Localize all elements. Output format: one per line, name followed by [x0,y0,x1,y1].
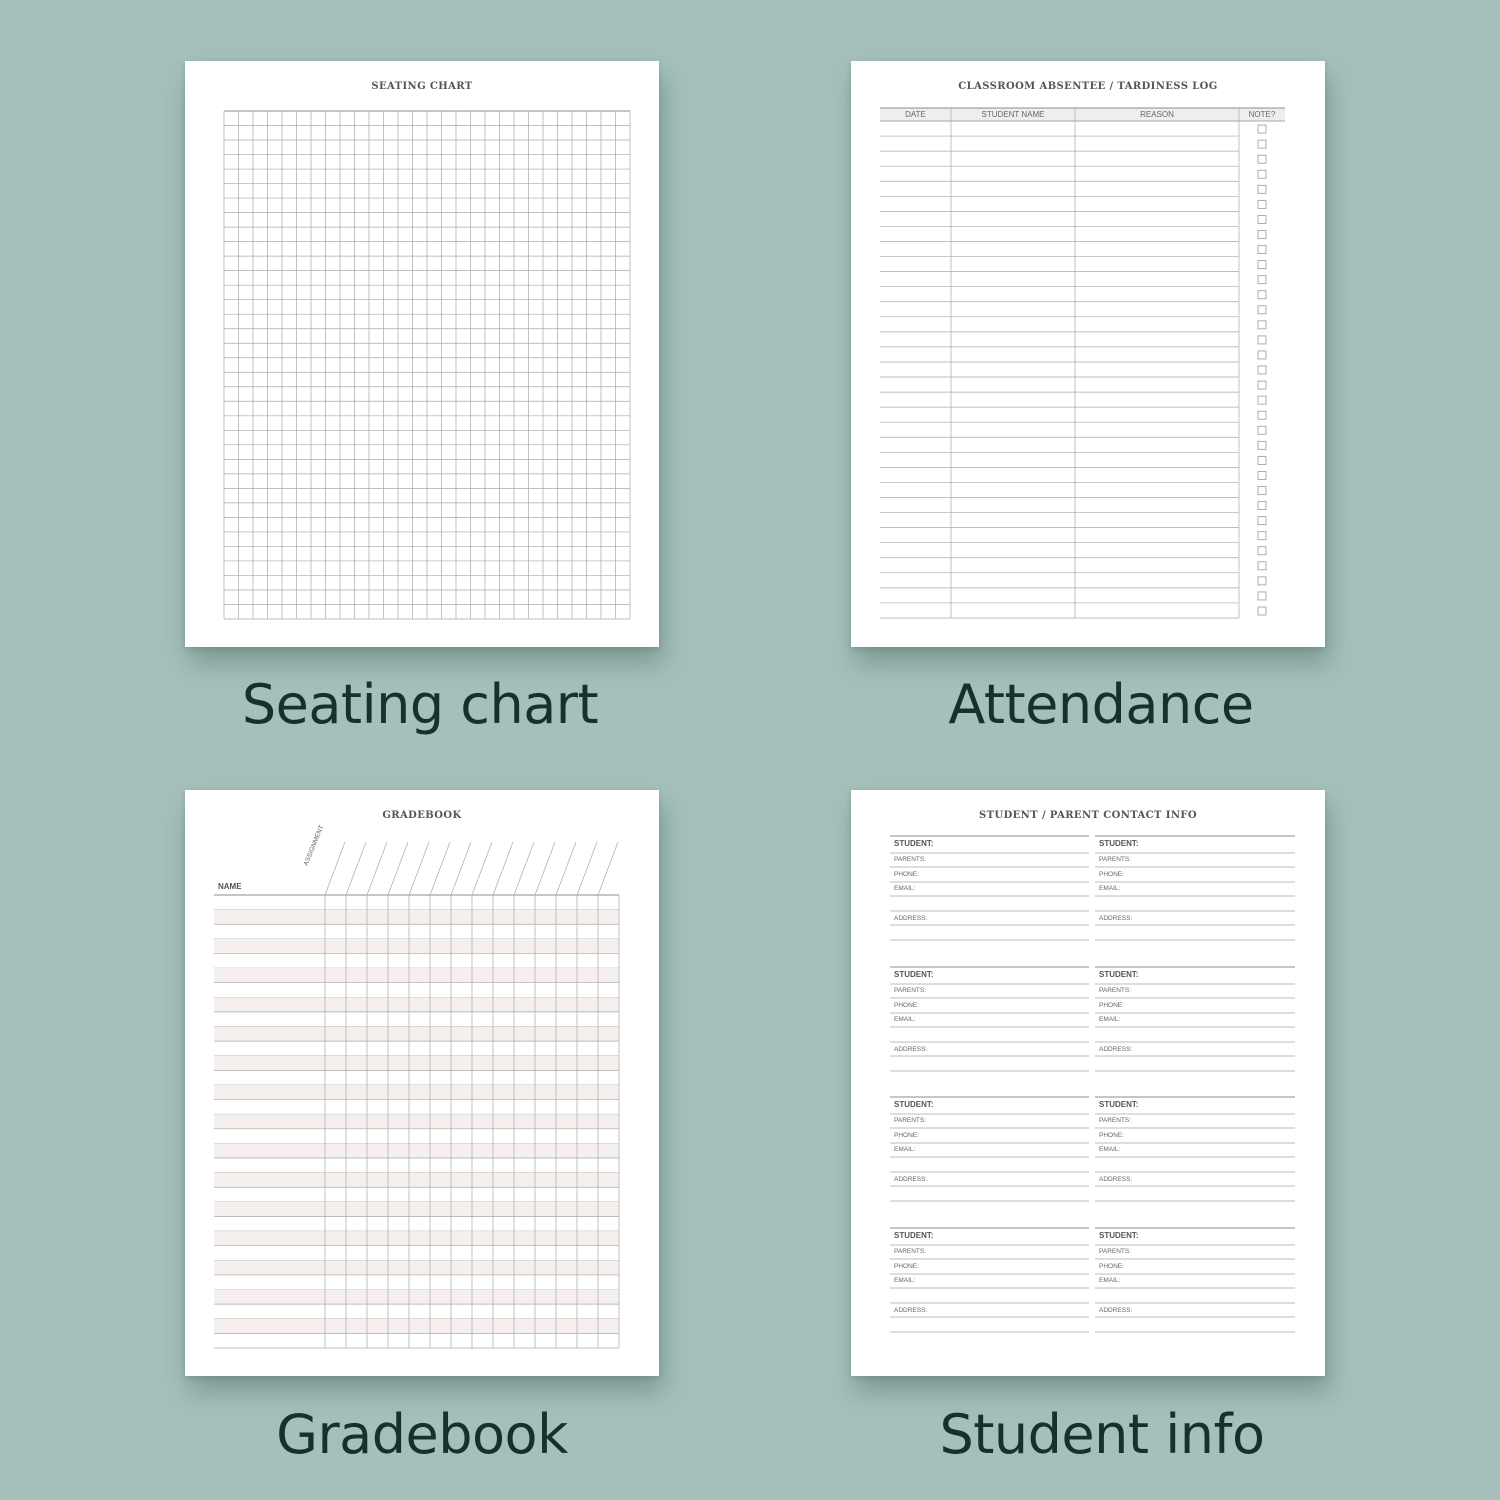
column-header-note: NOTE? [1248,110,1276,119]
grade-row-shade [214,1143,619,1158]
grade-row-shade [214,1085,619,1100]
note-checkbox [1258,487,1266,495]
grade-row-shade [214,968,619,983]
field-label-parents: PARENTS: [894,1248,927,1255]
note-checkbox [1258,396,1266,404]
grade-row-shade [214,1114,619,1129]
note-checkbox [1258,321,1266,329]
note-checkbox [1258,246,1266,254]
field-label-email: EMAIL: [1099,885,1121,892]
attendance-sheet [851,61,1325,647]
assignment-slant-line [493,842,513,895]
field-label-phone: PHONE: [1099,1002,1124,1009]
grade-row-shade [214,997,619,1012]
field-label-student: STUDENT: [894,839,934,848]
student-info-lines [851,790,1325,1376]
field-label-address: ADDRESS: [894,1046,928,1053]
attendance-title: CLASSROOM ABSENTEE / TARDINESS LOG [958,81,1218,92]
seating-chart-sheet [185,61,659,647]
seating-grid [185,61,659,647]
note-checkbox [1258,155,1266,163]
note-checkbox [1258,351,1266,359]
note-checkbox [1258,456,1266,464]
field-label-phone: PHONE: [894,1263,919,1270]
field-label-student: STUDENT: [1099,1100,1139,1109]
assignment-slant-line [367,842,387,895]
field-label-student: STUDENT: [894,970,934,979]
attendance-table [851,61,1325,647]
student-info-sheet [851,790,1325,1376]
field-label-parents: PARENTS: [894,987,927,994]
grade-row-shade [214,910,619,925]
note-checkbox [1258,562,1266,570]
note-checkbox [1258,441,1266,449]
field-label-phone: PHONE: [1099,1132,1124,1139]
note-checkbox [1258,426,1266,434]
assignment-slant-line [577,842,597,895]
assignment-slant-line [430,842,450,895]
field-label-student: STUDENT: [894,1231,934,1240]
field-label-address: ADDRESS: [894,1176,928,1183]
grade-row-shade [214,1056,619,1071]
note-checkbox [1258,381,1266,389]
seating-chart-title: SEATING CHART [371,81,473,92]
assignment-slant-line [535,842,555,895]
assignment-slant-line [472,842,492,895]
field-label-address: ADDRESS: [1099,915,1133,922]
gradebook-sheet [185,790,659,1376]
field-label-parents: PARENTS: [1099,987,1132,994]
assignment-slant-line [388,842,408,895]
note-checkbox [1258,261,1266,269]
field-label-phone: PHONE: [894,1002,919,1009]
column-header-date: DATE [905,110,926,119]
grade-row-shade [214,939,619,954]
field-label-student: STUDENT: [1099,970,1139,979]
field-label-email: EMAIL: [1099,1277,1121,1284]
field-label-student: STUDENT: [894,1100,934,1109]
assignment-slant-line [409,842,429,895]
note-checkbox [1258,366,1266,374]
gradebook-caption: Gradebook [276,1403,568,1466]
grade-row-shade [214,1290,619,1305]
field-label-email: EMAIL: [894,1016,916,1023]
note-checkbox [1258,411,1266,419]
note-checkbox [1258,502,1266,510]
field-label-address: ADDRESS: [1099,1046,1133,1053]
column-header-student-name: STUDENT NAME [981,110,1045,119]
note-checkbox [1258,125,1266,133]
note-checkbox [1258,215,1266,223]
gradebook-assignment-label: ASSIGNMENT [302,824,326,867]
student-info-title: STUDENT / PARENT CONTACT INFO [979,810,1197,821]
column-header-reason: REASON [1140,110,1174,119]
note-checkbox [1258,592,1266,600]
grade-row-shade [214,1319,619,1334]
note-checkbox [1258,607,1266,615]
note-checkbox [1258,276,1266,284]
grade-row-shade [214,1231,619,1246]
note-checkbox [1258,185,1266,193]
assignment-slant-line [556,842,576,895]
field-label-email: EMAIL: [894,1146,916,1153]
field-label-parents: PARENTS: [894,1117,927,1124]
note-checkbox [1258,532,1266,540]
gradebook-grid [185,790,659,1376]
field-label-parents: PARENTS: [1099,856,1132,863]
note-checkbox [1258,306,1266,314]
grade-row-shade [214,1260,619,1275]
assignment-slant-line [451,842,471,895]
note-checkbox [1258,577,1266,585]
grade-row-shade [214,1027,619,1042]
field-label-parents: PARENTS: [1099,1117,1132,1124]
note-checkbox [1258,291,1266,299]
field-label-email: EMAIL: [1099,1016,1121,1023]
field-label-parents: PARENTS: [894,856,927,863]
field-label-address: ADDRESS: [894,1307,928,1314]
assignment-slant-line [514,842,534,895]
field-label-student: STUDENT: [1099,1231,1139,1240]
field-label-phone: PHONE: [894,871,919,878]
field-label-student: STUDENT: [1099,839,1139,848]
field-label-address: ADDRESS: [1099,1307,1133,1314]
field-label-phone: PHONE: [1099,871,1124,878]
assignment-slant-line [325,842,345,895]
assignment-slant-line [346,842,366,895]
note-checkbox [1258,140,1266,148]
student-info-caption: Student info [939,1403,1265,1466]
note-checkbox [1258,336,1266,344]
note-checkbox [1258,471,1266,479]
grade-row-shade [214,1173,619,1188]
field-label-phone: PHONE: [894,1132,919,1139]
seating-chart-caption: Seating chart [241,673,599,736]
field-label-email: EMAIL: [894,1277,916,1284]
note-checkbox [1258,230,1266,238]
field-label-email: EMAIL: [1099,1146,1121,1153]
assignment-slant-line [598,842,618,895]
gradebook-title: GRADEBOOK [382,810,462,821]
field-label-address: ADDRESS: [1099,1176,1133,1183]
field-label-phone: PHONE: [1099,1263,1124,1270]
gradebook-name-label: NAME [218,882,242,891]
note-checkbox [1258,547,1266,555]
note-checkbox [1258,200,1266,208]
note-checkbox [1258,517,1266,525]
field-label-parents: PARENTS: [1099,1248,1132,1255]
grade-row-shade [214,1202,619,1217]
note-checkbox [1258,170,1266,178]
field-label-email: EMAIL: [894,885,916,892]
field-label-address: ADDRESS: [894,915,928,922]
attendance-caption: Attendance [948,673,1254,736]
